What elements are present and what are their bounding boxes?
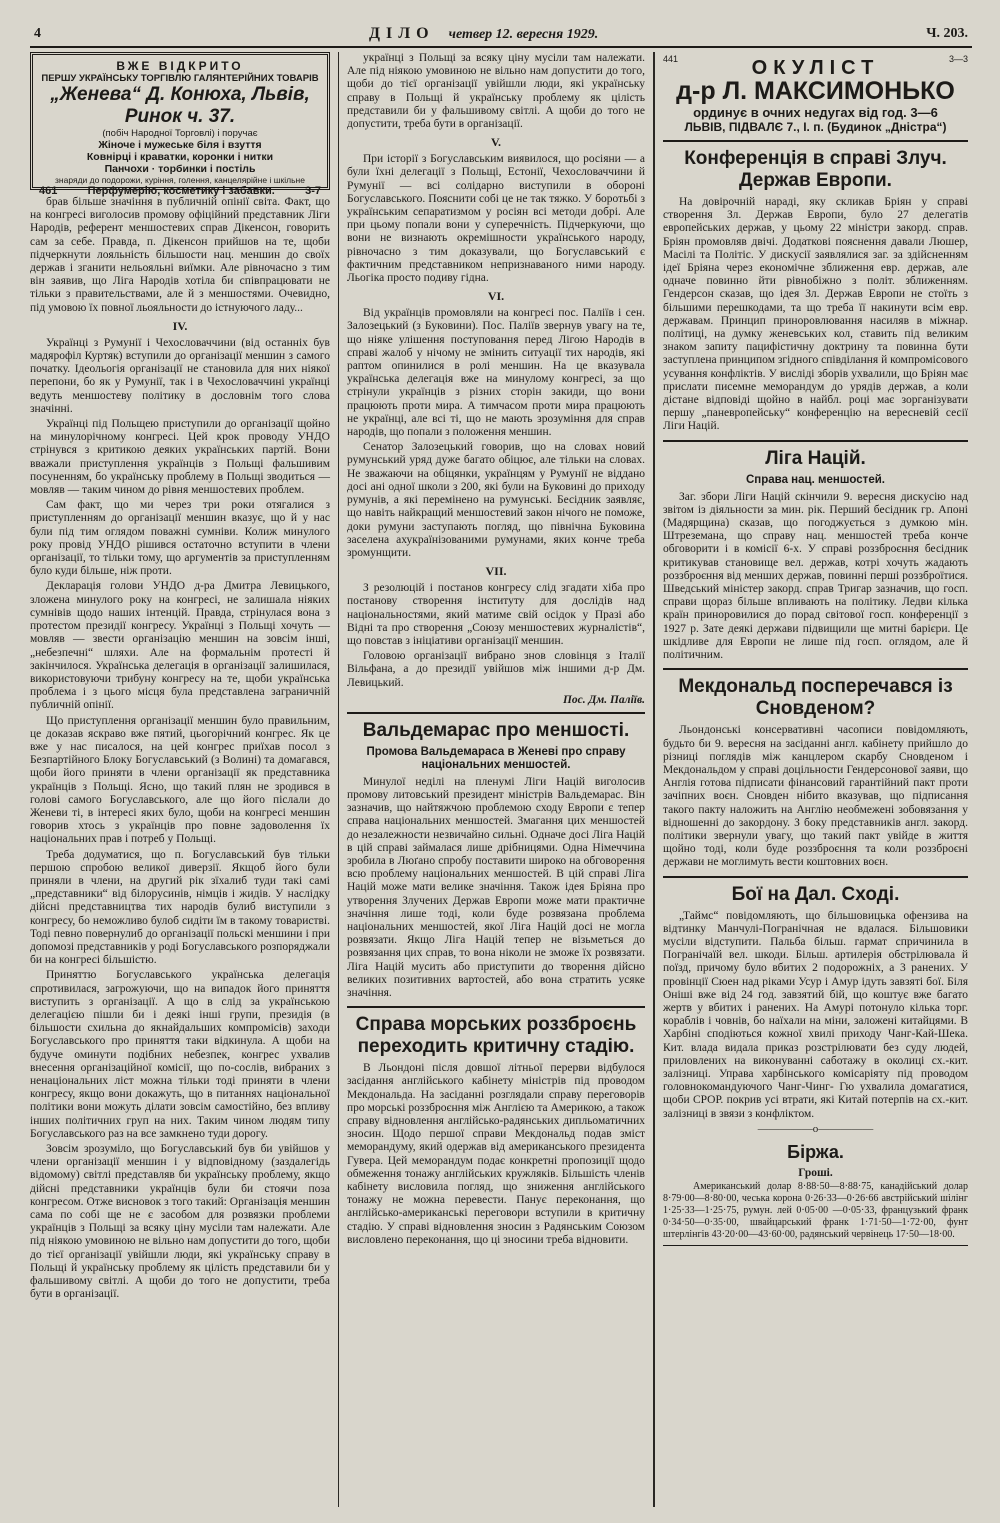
headline-boi: Бої на Дал. Сході.	[731, 883, 900, 905]
article-paragraph: З резолюцій і постанов конгресу слід згадати хіба про постанову створення інституту для дослідів над національностями, який матиме свій осідок у Празі або Відні та про створення „Союзу меншостевих журналістів“, що повстав з ініціативи організації меншин.	[347, 582, 645, 647]
divider	[347, 712, 645, 714]
ad-geneva-line5: Жіноче і мужеське біля і взуття	[98, 139, 262, 151]
ad-okulist-hours: ординує в очних недугах від год. 3—6	[693, 105, 938, 120]
ad-okulist-title: ОКУЛІСТ	[751, 57, 880, 79]
masthead	[369, 25, 598, 43]
article-paragraph: брав більше значіння в публичній опінії світа. Факт, що на конгресі виголосив промову офіційний представник Ліги Народів, референт меншостевих справ Дікенсон, говорить сам за себе. Правда, п. Дікенсон прийшов на те, щоби підчеркнути лояльність більшости нац. меншин до своїх держав і зганити нельояльні виїмки. Але рівночасно з тим він заявив, що Ліга Народів хотіла би співпрацювати не тільки з правительствами, але й з меншостями. Очевидно, під умовою їх повної льояльности до істнуючого ладу...	[30, 196, 330, 314]
subheadline-birzha: Гроші.	[798, 1166, 833, 1179]
ornament-divider: —————o—————	[757, 1122, 874, 1135]
ad-geneva-line4: (побіч Народної Торговлі) і поручає	[102, 128, 258, 139]
article-paragraph: Головою організації вибрано знов словінця з Італії Вільфана, а до президії увійшов між іншими д-р Дм. Левицький.	[347, 650, 645, 689]
headline-mekdonald: Мекдональд посперечався із Сновденом?	[678, 676, 953, 720]
article-paragraph: Приняттю Богуславського українська делегація спротивилася, загрожуючи, що на випадок його приняття виступить з організації. А що в слід за українською делегацією пішли би і деякі інші групи, президія (в більшости схильна до якнайдальших компромісів) заходи Богуславського про приняття таки відкинула. А щоби на будуче оминути подібних небезпек, конгрес ухвалив внесення організаційної комісії, що по-сослів, вибраних з ненаціональних ліст можна тільки тоді приняти в члени конгресу, якщо вони докажуть, що в питаннях національної політики вони можуть ділати зовсім самостійно, без впливу інших політичних груп на них. Таким чином людям типу Богуславського раз на все замкнено туди дорогу.	[30, 969, 330, 1140]
ad-okulist-num-left: 441	[663, 54, 679, 64]
ad-geneva	[30, 52, 330, 197]
section-number: VI.	[487, 289, 505, 304]
column-1	[30, 52, 338, 1507]
section-number: VII.	[485, 564, 507, 579]
column-3	[653, 52, 968, 1507]
article-paragraph: Льондонські консервативні часописи повідомляють, будьто би 9. вересня на засіданні англ. кабінету прийшло до різниці поглядів між канцлером скарбу Сновденом і Мекдональдом у справі доцільности Гендерсонової заяви, що Англія готова підписати фінансовий гарантійний пакт проти зачіпних воєн. Сновден нібито вказував, що підписання такого пакту наложить на Англію необмежені зобовязання у відношенні до закордону. З боку представників англ. закорд. політики звернули увагу, що такий пакт увійде в життя щойно тоді, коли буде роззброєння та коли роззброєні держави не моглимуть вести коштовних воєн.	[663, 724, 968, 869]
divider	[663, 668, 968, 670]
article-paragraph: Українці під Польщею приступили до організації щойно на минулорічному конгресі. Цей крок проводу УНДО стрінувся з критикою деяких українських партій. Вони вважали приступлення українців з Польщі фальшивим посуненням, бо українську проблему в Польщі зводиться — мовляв — таким чином до рівня меншостевих проблем.	[30, 418, 330, 497]
article-paragraph: Заг. збори Ліги Націй скінчили 9. вересня дискусію над звітом із діяльности за мин. рік. Перший бесідник гр. Апоні (Мадярщина) сказав, що погоджується з думкою мін. Штреземана, що справу нац. меншостей треба конче обговорити і в комісії 6-х. У справі роззброєння бесідник критикував становище вел. держав, котрі хочуть жадають роззброєння від менших держав, повинні перші роззброїтися. Шведський міністер закорд. справ Тригар зазначив, що госп. справи щораз більше впливають на політику. Ледви кілька країн приноровилися до порад світової госп. конференції з 1927 р. Зате деякі держави підвищили ще митні барієри. Це шкідливе для Европи не лише під госп. оглядом, але й політичним.	[663, 490, 968, 662]
ad-geneva-line7: Панчохи · торбинки і постіль	[104, 163, 256, 175]
article-paragraph: Декларація голови УНДО д-ра Дмитра Левицького, зложена минулого року на конгресі, не залишала ніяких сумнівів щодо наших інтенцій. Правда, стрінулася вона з протестом президії конгресу. Українці з Польщі хочуть — мовляв — звести організацію меншин на зовсім інші, „небезпечні“ шляхи. Але на формальнім протесті й закінчилося. Українська делегація в організації залишилася, використовуючи трибуну конгресу на те, щоби українська проблема і з цього місця була представлена заграничній публичній опінії.	[30, 580, 330, 712]
article-paragraph: Зовсім зрозуміло, що Богуславський був би увійшов у члени організації меншин і у відповідному (заздалегідь відомому) світлі представляв би українську проблему, якщо дійсні представники українців були би стоячи поза конгресом. Отже висновок з того такий: Організація меншин сама по собі ще не є засобом для розвязки проблеми українців з Польщі за всяку ціну мусіли там належати. Але під ніякою умовиною не вільно нам допустити до того, щоби до тієї організації увійшли люди, які українську справу в Польщі й українську проблему як цілість представили би у фальшивому світлі. А щоби до того не допустити, треба бути в організації.	[30, 1143, 330, 1301]
page-header	[30, 22, 972, 48]
ad-geneva-line2: ПЕРШУ УКРАЇНСЬКУ ТОРГІВЛЮ ГАЛЯНТЕРІЙНИХ ТОВАРІВ	[41, 73, 319, 84]
article-paragraph: Що приступлення організації меншин було правильним, це доказав яскраво вже пятий, цьогорічний конгрес. Як це вже у нас писалося, на цей конгрес приїхав посол з Безпартійного Блоку Богуславський (з Волині) та домагався, щоби його приняти в члени організації як представника українців з Польщі. Ясно, що такий плян не зродився в голові самого Богуславського, але що його післали до Женеви ті, в інтересі яких було, щоби на конгресі меншин говорив хтось з українців про повне задоволення їх національних прав і потреб у Польщі.	[30, 714, 330, 846]
divider	[663, 440, 968, 442]
headline-valdemaras: Вальдемарас про меншості.	[362, 719, 630, 741]
article-paragraph: Українці з Румунії і Чехословаччини (від останніх був мадярофіл Куртяк) вступили до організації меншин з самого початку. Ідеольогія організації не становила для них ніякої перепони, бо як у Румунії, так і в Чехословаччині українці ведуть меншостеву політику в дословнім того слова значінні.	[30, 336, 330, 415]
article-paragraph: Минулої неділі на пленумі Ліги Націй виголосив промову литовський президент міністрів Вальдемарас. Він зазначив, що найтяжчою проблемою сходу Европи є тепер справа національних меншостей. Змагання цих меншостей до незалежности незвичайно сильні. Одначе досі Ліга Націй в цій справі займалася лише дрібницями. Одна Німеччина зробила в Люґано спробу поставити широко на обговорення всю проблему національних меншостей. В цій справі Ліга Націй може мати велике значіння. Також ідея Бріяна про утворення Злучених Держав Европи може мати практичне значіння лише тоді, коли буде розвязана проблема національних меншостей, якої Ліга Націй досі не могла розвязати. Якщо Ліга Націй тепер не візьметься до розвязання цих справ, то вона ніколи не зможе їх розвязати. Ліга Націй мусить або приступити до творення дійсно великих позитивних вартостей, або вона стратить усяке значіння.	[347, 775, 645, 999]
subheadline-liga: Справа нац. меншостей.	[746, 473, 885, 486]
issue-date: четвер 12. вересня 1929.	[448, 27, 599, 42]
article-paragraph: Сенатор Залозецький говорив, що на словах новий румунський уряд дуже багато обіцює, але тільки на словах. Не зважаючи на обіцянки, українцям у Румунії не віддано досі ані одної школи з 200, які були на Буковині до приходу румунів, а які перемінено на румунські. Бесідник заявляє, що навіть найкращий меншостевий закон нічого не поможе, доки румуни заступають погляд, що північна Буковина заселена ахукраїнізованими румунами, яких конче треба зромунщити.	[347, 441, 645, 559]
subheadline-valdemaras: Промова Вальдемараса в Женеві про справу національних меншостей.	[366, 745, 626, 771]
page-number: 4	[34, 26, 41, 41]
column-2	[338, 52, 653, 1507]
article-paragraph: українці з Польщі за всяку ціну мусіли там належати. Але під ніякою умовиною не вільно нам допустити до того, щоби до тієї організації увійшли люди, які українську справу в Польщі й українську проблему як цілість представили би у фальшивому світлі. А щоби до того не допустити, треба бути в організації.	[347, 52, 645, 131]
ad-geneva-line1: ВЖЕ ВІДКРИТО	[116, 59, 244, 73]
ad-geneva-num-left: 461	[39, 185, 58, 197]
headline-birzha: Біржа.	[787, 1141, 844, 1162]
issue-number: Ч. 203.	[926, 26, 968, 41]
ad-geneva-line6: Ковнірці і краватки, коронки і нитки	[86, 151, 274, 163]
ad-geneva-line8: знаряди до подорожи, куріння, голення, канцелярійне і шкільне	[55, 175, 305, 185]
divider	[347, 1006, 645, 1008]
ad-okulist	[663, 52, 968, 142]
article-signature: Пос. Дм. Паліїв.	[562, 693, 645, 706]
headline-morski: Справа морських роззброєнь переходить критичну стадію.	[355, 1014, 637, 1058]
article-paragraph: На довірочній нараді, яку скликав Бріян у справі створення Зл. Держав Европи, було 27 делегатів европейських держав, у цьому 22 міністри закорд. справ. Бріян промовляв двічі. Додаткові пояснення давали Люшер, Масілі та Політіс. У дискусії заявлялися заг. за здійсненням ідеї Бріяна через економічне зближення евр. держав, але одначе повинно йти рівнобіжно з політ. зближенням. Гендерсон сказав, що ідея Зл. Держав Европи не стоїть з більшими перешкодами, та що треба її накинути всім евр. державам. Принцип приноровлювання насиляв в міжнар. політиці, на думку женевських кол, ставить під великим знаком запиту пацифістичну доктрину та повинна бути заступлена принципом згідного співділання й компромісового усування конфліктів. У висліді зборів ухвалили, що Бріян має прислати писемне меморандум до урядів держав, а коли дістане відповіді щойно в найбл. році має зорганізувати першу „паневропейську“ конференцію на вересневій сесії Ліги Націй.	[663, 196, 968, 433]
ad-okulist-num-right: 3—3	[948, 54, 968, 64]
birzha-section	[663, 1141, 968, 1241]
ad-okulist-address: ЛЬВІВ, ПІДВАЛЄ 7., І. п. (Будинок „Дністра“)	[684, 120, 947, 134]
article-paragraph: При історії з Богуславським виявилося, що росіяни — а були їхні делегації з Польщі, Естонії, Чехословаччини й Румунії — всі солідарно виступили в обороні Богуславського. Пояснити собі це не так тяжко. У боротьбі з українським сепаратизмом у росіян всі методи добрі. Але при цьому попали вони у суперечність. Підчеркуючи, що вони не визнають окремішности українського народу, рівночасно з тим доказували, що Богуславський є фактичним представником непризнаваного ними народу. Льогіка просто подиву гідна.	[347, 153, 645, 285]
headline-konferentsiia: Конференція в справі Злуч. Держав Европи.	[684, 148, 947, 191]
divider	[663, 876, 968, 878]
ad-okulist-name: д-р Л. МАКСИМОНЬКО	[676, 77, 955, 105]
section-number: V.	[490, 135, 502, 150]
section-number: IV.	[172, 318, 188, 333]
article-paragraph: Треба додуматися, що п. Богуславський був тільки першою спробою великої диверзії. Якщоб його були приняли в члени, на другий рік зїхалиб туди такі самі „представники“ від білорусинів, німців і жидів. У наслідку дійсні представництва тих народів булиб виступили з конгресу, бо неможливо булоб сидіти їм в такому товаристві. Тоді певно повернулиб до організації польскі меншини і при допомозі представників у роді Богуславського розпоряджали би на конгресі більшістю.	[30, 848, 330, 967]
exchange-rates: Американський долар 8·88·50—8·88·75, канадійський долар 8·79·00—8·80·00, чеська корона 0·26·33—0·26·66 австрійський шілінг 1·25·33—1·25·75, румун. лей 0·05·00 —0·05·33, французький франк 0·34·50—0·35·00, швайцарський франк 1·71·50—1·72·00, фунт штерлінгів 43·20·00—43·60·00, радянський червінець 17·50—18·00.	[663, 1180, 968, 1240]
article-paragraph: Сам факт, що ми через три роки отягалися з приступленням до організації меншин вказує, що й у нас були під тим оглядом поважні сумніви. Колиж минулого року провід УНДО рішився остаточно вступити в члени організації, то тільки тому, що аргументів за приступленням було куди більше, ніж проти.	[30, 499, 330, 578]
headline-liga: Ліга Націй.	[765, 447, 866, 469]
ad-geneva-num-right: 3-7	[305, 185, 321, 197]
article-paragraph: Від українців промовляли на конгресі пос. Паліїв і сен. Залозецький (з Буковини). Пос. Паліїв звернув увагу на те, що ніяке улішення поступовання перед Лігою Народів в справі жалоб у нічому не змінить ситуації тих народів, які раптом опинилися в ролі меншин. На це вказувала українська делегація вже на минулому конгресі, за що стрінули українців з різних сторін закиди, що вони працюють проти мира. А тимчасом проти мира працюють не українці, але всі ті, що не мають зрозуміння для справ народів, що попали з положення меншин.	[347, 307, 645, 439]
article-paragraph: В Льондоні після довшої літньої перерви відбулося засідання англійського кабінету міністрів під проводом Мекдональда. На засіданні розглядали справу переговорів про морські роззброєння між Англією та Америкою, а також справу відновлення англійсько-радянських дипльоматичних зносин. Щодо першої справи Мекдональд подав зміст меморандуму, який одержав від американського президента Гувера. Цей меморандум подає конкретні пропозиції щодо обмеження тонажу англійських кружляків. Більшість членів кабінету висловила погляд, що зниження англійського тонажу не можна перевести. Панує переконання, що англійсько-американські переговори вступили в критичну стадію. У справі відновлення зносин з Радянським Союзом висловлено переконання, що ці зносини треба відновити.	[347, 1062, 645, 1246]
article-paragraph: „Таймс“ повідомляють, що більшовицька офензива на відтинку Манчулі-Погранічная не вдалася. Більшовики мусіли відступити. Пальба більш. гармат спричинила в Погранічаїй вел. шкоди. Більш. артилерія обстрілювала й поїзд, причому було вбитих 2 подорожніх, а 3 ранених. У провінції Сюен над ріками Усур і Амур ідуть завзяті бої. Біля Оніші вже від 24 год. завзятий бій, що коштує вже багато жертв у вбитих і ранених. На Амурі потонуло кілька торг. кораблів і човнів, бо наїхали на міни, заложені китайцями. В Харбіні сподіються кожної хвилі приходу Чанг-Кай-Шека. Кит. влада видала приказ розстрілювати без суду людей, приловлених на виконуванні саботажу в околиці сх.-кит. залізниці. Управа харбінського комісаріяту під проводом головнокомандуючого Чанг-Чинг- Гю ухвалила домагатися, щоби СРОР. покрив усі втрати, які Китай потерпів на сх.-кит. залізниці в звязи з конфліктом.	[663, 909, 968, 1120]
ad-geneva-title: „Женева“ Д. Конюха, Львів, Ринок ч. 37.	[50, 84, 310, 127]
ad-geneva-line9: Перфумерію, косметику і забавки.	[87, 185, 275, 197]
divider	[663, 1245, 968, 1246]
paper-name: ДІЛО	[369, 25, 435, 42]
columns	[30, 52, 972, 1507]
